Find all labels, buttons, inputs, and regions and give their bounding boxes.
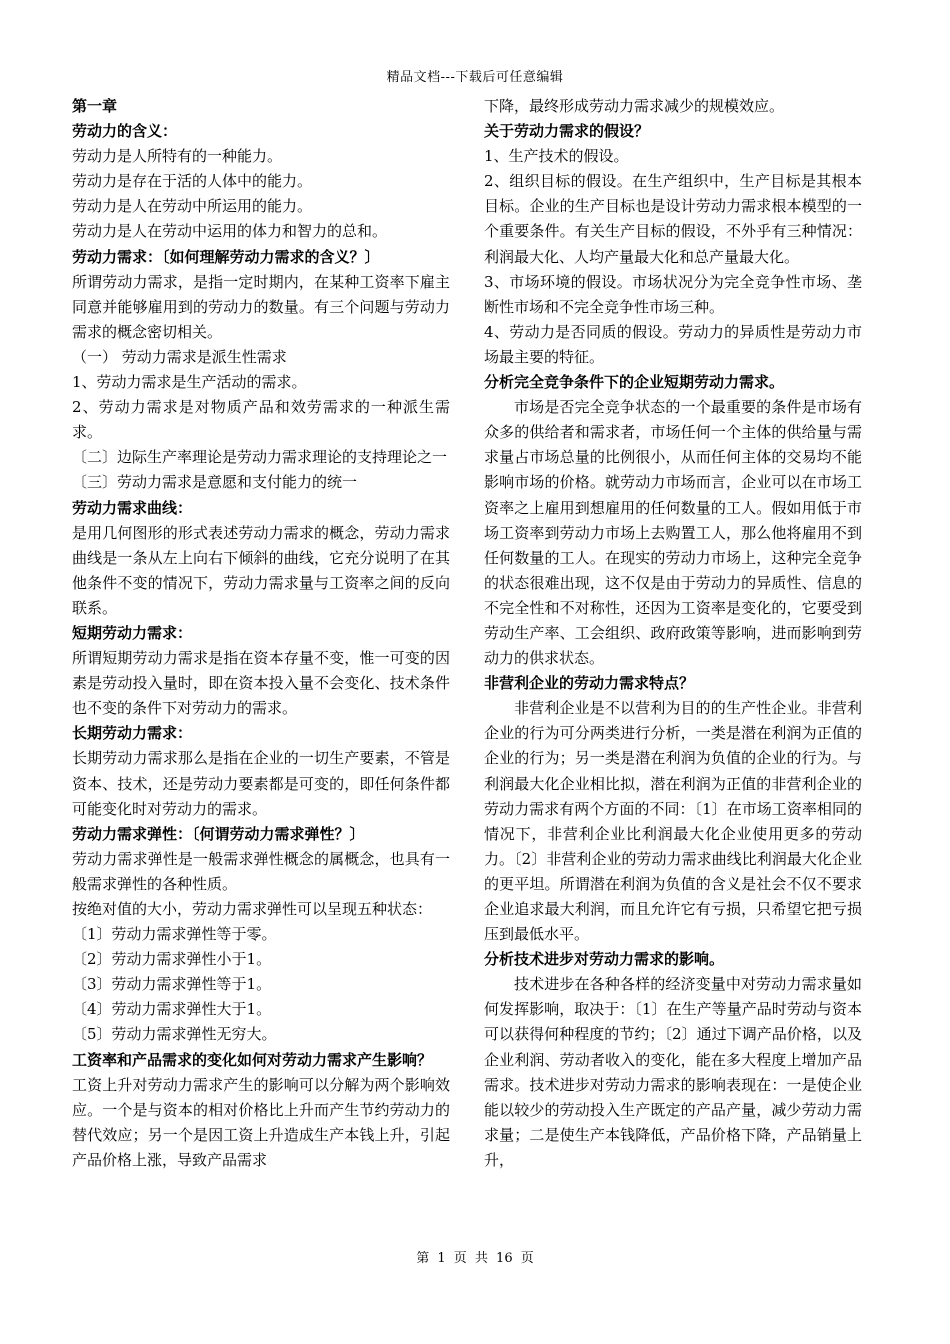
paragraph: 长期劳动力需求那么是指在企业的一切生产要素，不管是资本、技术，还是劳动力要素都是可变的，即任何条件都可能变化时对劳动力的需求。: [72, 749, 450, 818]
page-footer: 第 1 页 共 16 页: [416, 1251, 534, 1266]
paragraph: 劳动力是存在于活的人体中的能力。: [72, 172, 313, 191]
paragraph: 3、市场环境的假设。市场状况分为完全竞争性市场、垄断性市场和不完全竞争性市场三种。: [484, 272, 862, 316]
paragraph: 市场是否完全竞争状态的一个最重要的条件是市场有众多的供给者和需求者，市场任何一个主体的供给量与需求量占市场总量的比例很小，从而任何主体的交易均不能影响市场的价格。就劳动力市场而言，企业可以在市场工资率之上雇用到想雇用的任何数量的工人。假如用低于市场工资率到劳动力市场上去购置工人，那么他将雇用不到任何数量的工人。在现实的劳动力市场上，这种完全竞争的状态很难出现，这不仅是由于劳动力的异质性、信息的不完全性和不对称性，还因为工资率是变化的，它要受到劳动生产率、工会组织、政府政策等影响，进而影响到劳动力的供求状态。: [484, 398, 862, 668]
section-heading: 短期劳动力需求：: [72, 623, 193, 642]
paragraph: 〔1〕劳动力需求弹性等于零。: [72, 925, 277, 944]
paragraph: 1、生产技术的假设。: [484, 147, 629, 166]
paragraph: 〔5〕劳动力需求弹性无穷大。: [72, 1025, 277, 1044]
left-column: [72, 94, 450, 1173]
paragraph: 2、劳动力需求是对物质产品和效劳需求的一种派生需求。: [72, 398, 450, 442]
paragraph: 4、劳动力是否同质的假设。劳动力的异质性是劳动力市场最主要的特征。: [484, 322, 862, 366]
paragraph: （一） 劳动力需求是派生性需求: [72, 347, 287, 366]
right-column: [484, 94, 862, 1173]
section-heading: 第一章: [72, 97, 118, 115]
section-heading: 长期劳动力需求：: [72, 724, 193, 743]
paragraph: 技术进步在各种各样的经济变量中对劳动力需求量如何发挥影响，取决于：〔1〕在生产等量产品时劳动与资本可以获得何种程度的节约；〔2〕通过下调产品价格，以及企业利润、劳动者收入的变化，能在多大程度上增加产品需求。技术进步对劳动力需求的影响表现在：一是使企业能以较少的劳动投入生产既定的产品产量，减少劳动力需求量；二是使生产本钱降低，产品价格下降，产品销量上升，: [484, 975, 862, 1169]
paragraph: 劳动力需求弹性是一般需求弹性概念的属概念，也具有一般需求弹性的各种性质。: [72, 849, 450, 893]
paragraph: 是用几何图形的形式表述劳动力需求的概念，劳动力需求曲线是一条从左上向右下倾斜的曲线，它充分说明了在其他条件不变的情况下，劳动力需求量与工资率之间的反向联系。: [72, 523, 450, 617]
paragraph: 工资上升对劳动力需求产生的影响可以分解为两个影响效应。一个是与资本的相对价格比上升而产生节约劳动力的替代效应；另一个是因工资上升造成生产本钱上升，引起产品价格上涨，导致产品需求: [72, 1075, 450, 1169]
paragraph: 按绝对值的大小，劳动力需求弹性可以呈现五种状态：: [72, 900, 433, 918]
paragraph: 非营利企业是不以营利为目的的生产性企业。非营利企业的行为可分两类进行分析，一类是潜在利润为正值的企业的行为；另一类是潜在利润为负值的企业的行为。与利润最大化企业相比拟，潜在利润为正值的非营利企业的劳动力需求有两个方面的不同：〔1〕在市场工资率相同的情况下，非营利企业比利润最大化企业使用更多的劳动力。〔2〕非营利企业的劳动力需求曲线比利润最大化企业的更平坦。所谓潜在利润为负值的含义是社会不仅不要求企业追求最大利润，而且允许它有亏损，只希望它把亏损压到最低水平。: [484, 699, 862, 944]
section-heading: 劳动力需求曲线：: [72, 498, 193, 517]
paragraph: 〔二〕边际生产率理论是劳动力需求理论的支持理论之一: [72, 448, 448, 467]
paragraph: 〔2〕劳动力需求弹性小于1。: [72, 950, 272, 969]
section-heading: 劳动力的含义：: [72, 122, 178, 141]
paragraph: 劳动力是人所特有的一种能力。: [72, 147, 283, 166]
paragraph: 劳动力是人在劳动中所运用的能力。: [72, 197, 313, 216]
paragraph: 〔三〕劳动力需求是意愿和支付能力的统一: [72, 473, 358, 492]
paragraph: 所谓劳动力需求，是指一定时期内，在某种工资率下雇主同意并能够雇用到的劳动力的数量。有三个问题与劳动力需求的概念密切相关。: [72, 272, 450, 341]
paragraph: 2、组织目标的假设。在生产组织中，生产目标是其根本目标。企业的生产目标也是设计劳动力需求根本模型的一个重要条件。有关生产目标的假设，不外乎有三种情况：利润最大化、人均产量最大化和总产量最大化。: [484, 172, 862, 266]
section-heading: 关于劳动力需求的假设？: [484, 122, 650, 141]
section-heading: 劳动力需求：〔如何理解劳动力需求的含义？〕: [72, 247, 380, 266]
paragraph: 劳动力是人在劳动中运用的体力和智力的总和。: [72, 222, 388, 241]
section-heading: 分析技术进步对劳动力需求的影响。: [484, 950, 725, 969]
section-heading: 工资率和产品需求的变化如何对劳动力需求产生影响？: [72, 1050, 433, 1069]
paragraph: 下降，最终形成劳动力需求减少的规模效应。: [484, 97, 785, 115]
paragraph: 1、劳动力需求是生产活动的需求。: [72, 373, 307, 392]
section-heading: 劳动力需求弹性：〔何谓劳动力需求弹性？〕: [72, 824, 365, 843]
section-heading: 分析完全竞争条件下的企业短期劳动力需求。: [484, 373, 785, 392]
page-header: 精品文档---下载后可任意编辑: [386, 70, 564, 85]
paragraph: 〔3〕劳动力需求弹性等于1。: [72, 975, 272, 994]
paragraph: 〔4〕劳动力需求弹性大于1。: [72, 1000, 272, 1019]
paragraph: 所谓短期劳动力需求是指在资本存量不变，惟一可变的因素是劳动投入量时，即在资本投入量不会变化、技术条件也不变的条件下对劳动力的需求。: [72, 649, 450, 718]
section-heading: 非营利企业的劳动力需求特点？: [484, 674, 695, 693]
